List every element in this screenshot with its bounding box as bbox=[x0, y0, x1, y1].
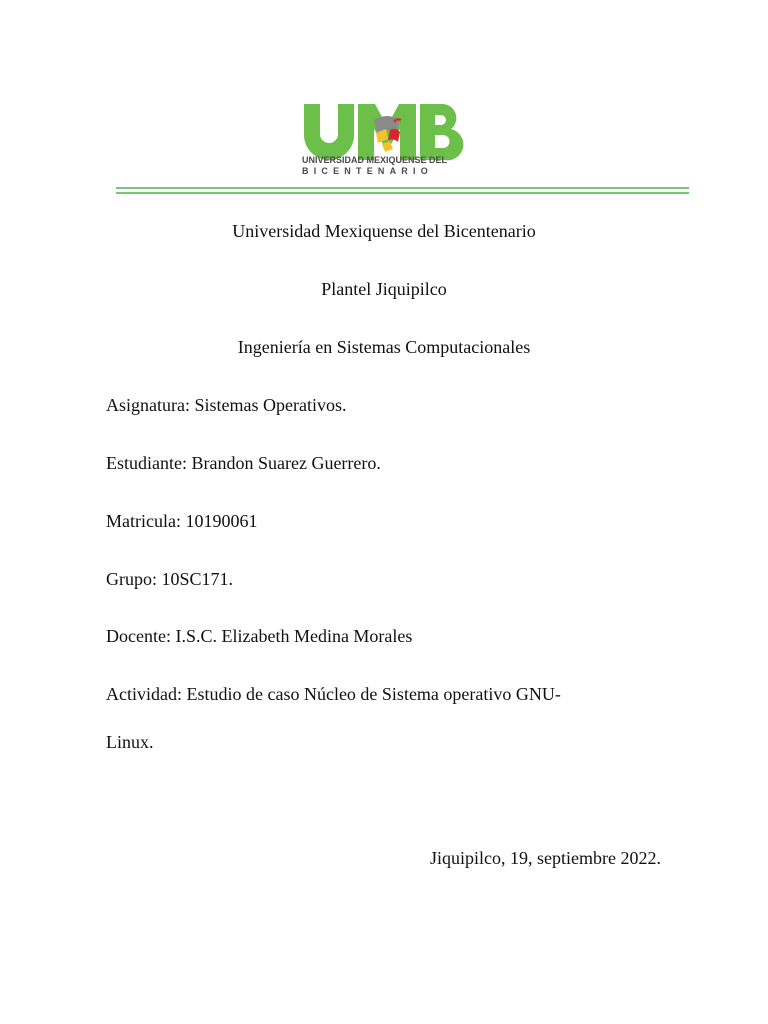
logo-line1: UNIVERSIDAD MEXIQUENSE DEL bbox=[302, 155, 448, 165]
header-divider-bottom bbox=[116, 192, 689, 194]
header-divider-top bbox=[116, 187, 689, 189]
subject-line: Asignatura: Sistemas Operativos. bbox=[106, 395, 347, 415]
logo-letter-u bbox=[304, 104, 354, 160]
logo-line2: BICENTENARIO bbox=[302, 166, 433, 176]
activity-line-1: Actividad: Estudio de caso Núcleo de Sistema operativo GNU- bbox=[106, 684, 561, 704]
student-line: Estudiante: Brandon Suarez Guerrero. bbox=[106, 453, 381, 473]
activity-line-2: Linux. bbox=[106, 732, 154, 752]
id-number-line: Matricula: 10190061 bbox=[106, 511, 258, 531]
campus-name: Plantel Jiquipilco bbox=[321, 279, 447, 299]
group-line: Grupo: 10SC171. bbox=[106, 569, 234, 589]
university-name: Universidad Mexiquense del Bicentenario bbox=[232, 221, 536, 241]
place-date: Jiquipilco, 19, septiembre 2022. bbox=[430, 848, 661, 868]
umb-logo bbox=[302, 100, 464, 176]
teacher-line: Docente: I.S.C. Elizabeth Medina Morales bbox=[106, 626, 413, 646]
program-name: Ingeniería en Sistemas Computacionales bbox=[237, 337, 531, 357]
logo-letter-b bbox=[420, 104, 463, 160]
umb-logo-graphic bbox=[302, 100, 464, 176]
logo-letter-m bbox=[358, 104, 416, 160]
